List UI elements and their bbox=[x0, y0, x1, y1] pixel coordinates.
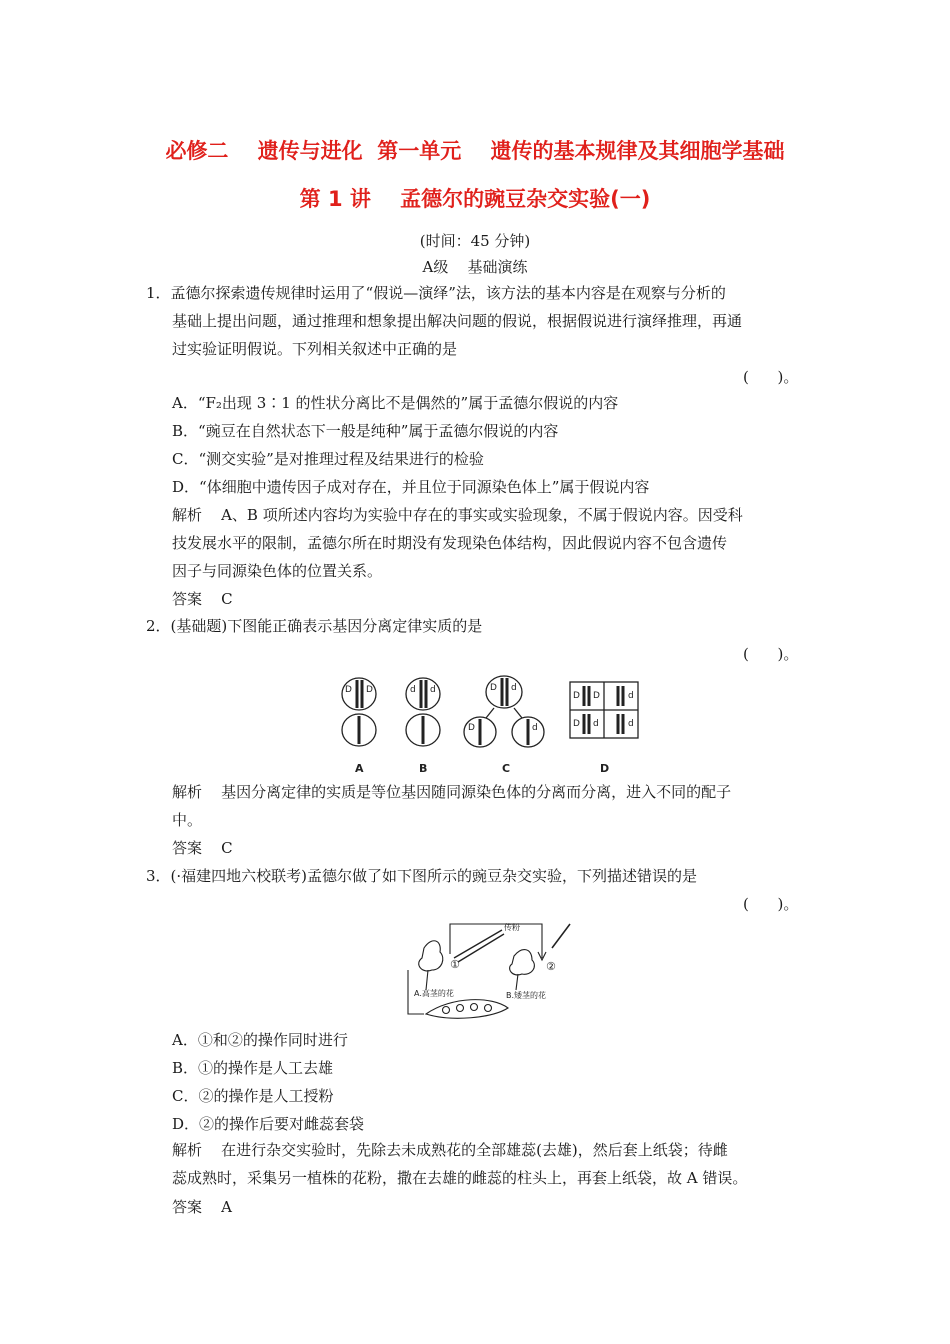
q3-analysis-line1: 解析 在进行杂交实验时，先除去未成熟花的全部雄蕊(去雄)，然后套上纸袋；待雌 bbox=[172, 1141, 728, 1159]
level-heading: A级 基础演练 bbox=[422, 258, 528, 276]
q1-stem-line2: 基础上提出问题，通过推理和想象提出解决问题的假说，根据假说进行演绎推理，再通 bbox=[172, 312, 743, 330]
q2-analysis-line1: 解析 基因分离定律的实质是等位基因随同源染色体的分离而分离，进入不同的配子 bbox=[172, 783, 732, 801]
gene-label: D bbox=[593, 691, 600, 701]
q1-stem-line3: 过实验证明假说。下列相关叙述中正确的是 bbox=[172, 340, 458, 358]
figure-label-b: B bbox=[419, 762, 428, 775]
gene-label: D bbox=[468, 723, 475, 733]
q2-stem: 2．(基础题)下图能正确表示基因分离定律实质的是 bbox=[146, 617, 483, 635]
figure-option-c bbox=[464, 676, 544, 747]
q3-option-c: C．②的操作是人工授粉 bbox=[172, 1087, 334, 1105]
q2-analysis-line2: 中。 bbox=[172, 811, 203, 829]
q1-answer-blank: ( )。 bbox=[743, 368, 799, 386]
q3-answer: 答案 A bbox=[172, 1198, 232, 1216]
gene-label: d bbox=[628, 691, 634, 701]
q3-analysis-line2: 蕊成熟时，采集另一植株的花粉，撒在去雄的雌蕊的柱头上，再套上纸袋，故 A 错误。 bbox=[172, 1169, 748, 1187]
gene-label: d bbox=[628, 719, 634, 729]
q1-analysis-line2: 技发展水平的限制，孟德尔所在时期没有发现染色体结构，因此假说内容不包含遗传 bbox=[172, 534, 728, 552]
step2-label: ② bbox=[546, 960, 556, 973]
gene-label: d bbox=[430, 685, 436, 695]
q1-option-b: B．“豌豆在自然状态下一般是纯种”属于孟德尔假说的内容 bbox=[172, 422, 559, 440]
flower-a-label: A.高茎的花 bbox=[414, 989, 454, 998]
gene-label: d bbox=[532, 723, 538, 733]
gene-separation-figure bbox=[330, 670, 650, 780]
figure-label-d: D bbox=[600, 762, 610, 775]
q3-stem: 3．(·福建四地六校联考)孟德尔做了如下图所示的豌豆杂交实验，下列描述错误的是 bbox=[146, 867, 698, 885]
gene-label: D bbox=[573, 691, 580, 701]
q1-analysis-line1: 解析 A、B 项所述内容均为实验中存在的事实或实验现象，不属于假说内容。因受科 bbox=[172, 506, 743, 524]
pea-cross-figure bbox=[402, 918, 582, 1024]
q3-option-b: B．①的操作是人工去雄 bbox=[172, 1059, 334, 1077]
q2-answer: 答案 C bbox=[172, 839, 233, 857]
q3-option-d: D．②的操作后要对雌蕊套袋 bbox=[172, 1115, 365, 1133]
q3-answer-blank: ( )。 bbox=[743, 895, 799, 913]
q1-analysis-line3: 因子与同源染色体的位置关系。 bbox=[172, 562, 383, 580]
lesson-title: 第 1 讲 孟德尔的豌豆杂交实验(一) bbox=[299, 187, 651, 211]
step1-label: ① bbox=[450, 958, 460, 971]
gene-label: d bbox=[593, 719, 599, 729]
figure-label-c: C bbox=[502, 762, 511, 775]
q1-answer: 答案 C bbox=[172, 590, 233, 608]
gene-label: d bbox=[511, 683, 517, 693]
gene-label: D bbox=[366, 685, 373, 695]
gene-label: d bbox=[410, 685, 416, 695]
gene-label: D bbox=[345, 685, 352, 695]
unit-title: 必修二 遗传与进化 第一单元 遗传的基本规律及其细胞学基础 bbox=[165, 139, 785, 163]
q1-option-a: A．“F₂出现 3∶1 的性状分离比不是偶然的”属于孟德尔假说的内容 bbox=[172, 394, 619, 412]
q1-option-d: D．“体细胞中遗传因子成对存在，并且位于同源染色体上”属于假说内容 bbox=[172, 478, 650, 496]
time-limit: (时间：45 分钟) bbox=[419, 232, 531, 250]
gene-label: D bbox=[573, 719, 580, 729]
q3-option-a: A．①和②的操作同时进行 bbox=[172, 1031, 348, 1049]
q1-option-c: C．“测交实验”是对推理过程及结果进行的检验 bbox=[172, 450, 484, 468]
gene-label: D bbox=[490, 683, 497, 693]
figure-label-a: A bbox=[355, 762, 364, 775]
flower-b-label: B.矮茎的花 bbox=[506, 991, 547, 1000]
q2-answer-blank: ( )。 bbox=[743, 645, 799, 663]
q1-stem-line1: 1．孟德尔探索遗传规律时运用了“假说—演绎”法，该方法的基本内容是在观察与分析的 bbox=[146, 284, 726, 302]
pollination-label: 传粉 bbox=[504, 923, 520, 932]
